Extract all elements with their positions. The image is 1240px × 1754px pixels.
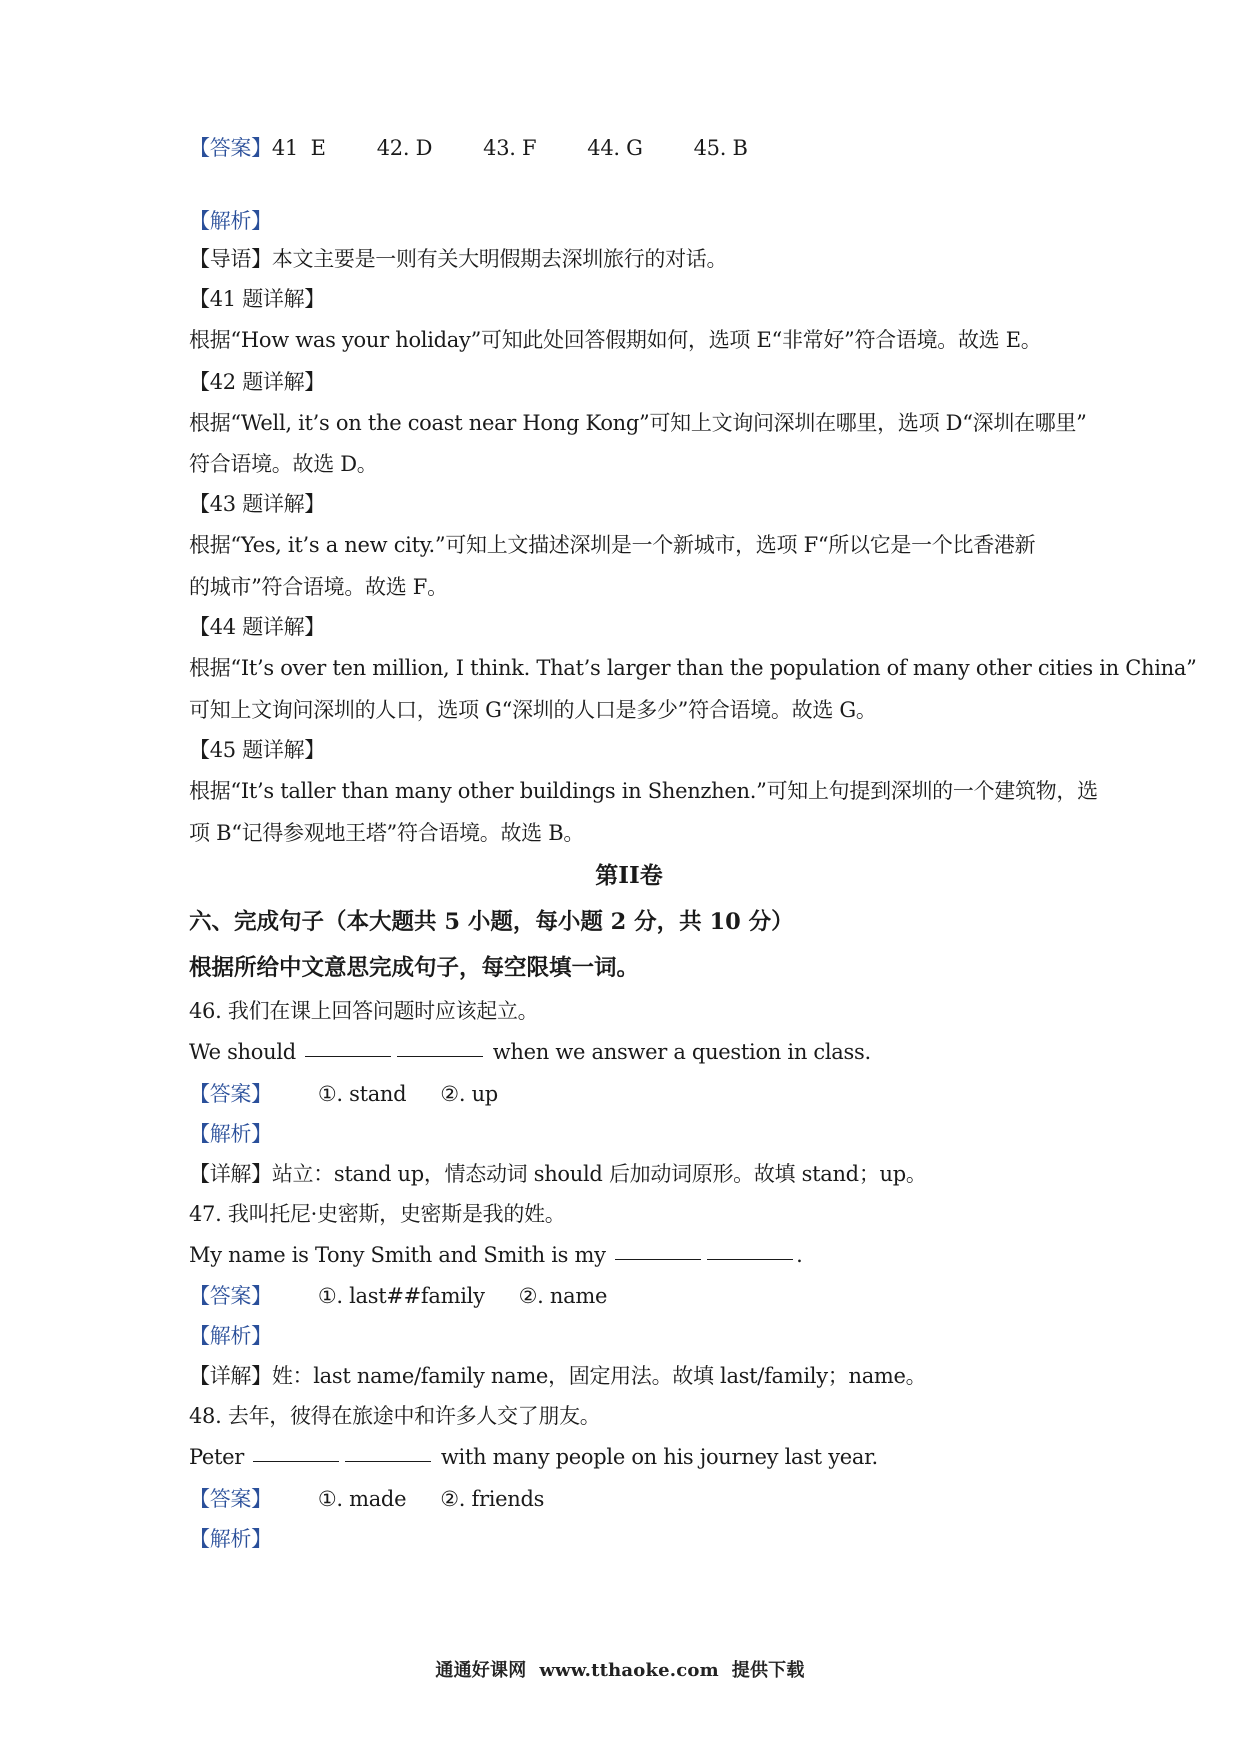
answer-values: 41 E 42. D 43. F 44. G 45. B [271,136,748,160]
blank-field [615,1258,701,1260]
blank-field [305,1055,391,1057]
q41-tag: 【41 题详解】 [189,286,325,311]
q48-jiexi: 【解析】 [189,1527,272,1552]
q44-text-2: 可知上文询问深圳的人口，选项 G“深圳的人口是多少”符合语境。故选 G。 [189,697,877,722]
volume-title: 第II卷 [595,861,663,889]
q48-answer: 【答案】 ①. made ②. friends [189,1487,545,1512]
q41-text: 根据“How was your holiday”可知此处回答假期如何，选项 E“非常好”符合语境。故选 E。 [189,327,1042,352]
section-title: 六、完成句子（本大题共 5 小题，每小题 2 分，共 10 分） [189,908,794,935]
daoyu-line [189,239,1069,279]
q46-en: We should when we answer a question in class. [189,1039,871,1064]
q42-text-2: 符合语境。故选 D。 [189,452,378,477]
blank-field [397,1055,483,1057]
q42-tag: 【42 题详解】 [189,369,325,394]
q45-text-1: 根据“It’s taller than many other buildings in Shenzhen.”可知上句提到深圳的一个建筑物，选 [189,778,1098,803]
q43-text-1: 根据“Yes, it’s a new city.”可知上文描述深圳是一个新城市，选项 F“所以它是一个比香港新 [189,533,1036,558]
blank-field [253,1460,339,1462]
answer-tag: 【答案】 [189,136,272,160]
jiexi-tag: 【解析】 [189,209,272,233]
q47-en: My name is Tony Smith and Smith is my . [189,1242,803,1267]
blank-field [707,1258,793,1260]
daoyu-tag: 【导语】 [189,246,272,271]
blank-field [345,1460,431,1462]
q45-text-2: 项 B“记得参观地王塔”符合语境。故选 B。 [189,820,585,845]
q48-en: Peter with many people on his journey last year. [189,1445,878,1470]
q46-jiexi: 【解析】 [189,1121,272,1146]
page-footer: 通通好课网 www.tthaoke.com 提供下载 [435,1660,805,1681]
q46-cn: 46. 我们在课上回答问题时应该起立。 [189,998,539,1023]
q47-detail: 【详解】姓：last name/family name，固定用法。故填 last/family；name。 [189,1364,927,1389]
q43-tag: 【43 题详解】 [189,492,325,517]
q44-text-1: 根据“It’s over ten million, I think. That’s larger than the population of many other cities in China” [189,656,1197,681]
answer-line [189,136,1069,200]
q43-text-2: 的城市”符合语境。故选 F。 [189,575,448,600]
section-instruction: 根据所给中文意思完成句子，每空限填一词。 [189,954,640,981]
q45-tag: 【45 题详解】 [189,737,325,762]
document-page [189,136,1197,1559]
q48-cn: 48. 去年，彼得在旅途中和许多人交了朋友。 [189,1404,601,1429]
q47-cn: 47. 我叫托尼·史密斯，史密斯是我的姓。 [189,1201,566,1226]
q42-text-1: 根据“Well, it’s on the coast near Hong Kong”可知上文询问深圳在哪里，选项 D“深圳在哪里” [189,410,1087,435]
daoyu-text: 本文主要是一则有关大明假期去深圳旅行的对话。 [271,246,728,271]
q44-tag: 【44 题详解】 [189,615,325,640]
q46-detail: 【详解】站立：stand up，情态动词 should 后加动词原形。故填 stand；up。 [189,1161,927,1186]
q47-jiexi: 【解析】 [189,1324,272,1349]
q46-answer: 【答案】 ①. stand ②. up [189,1081,498,1106]
q47-answer: 【答案】 ①. last##family ②. name [189,1284,608,1309]
